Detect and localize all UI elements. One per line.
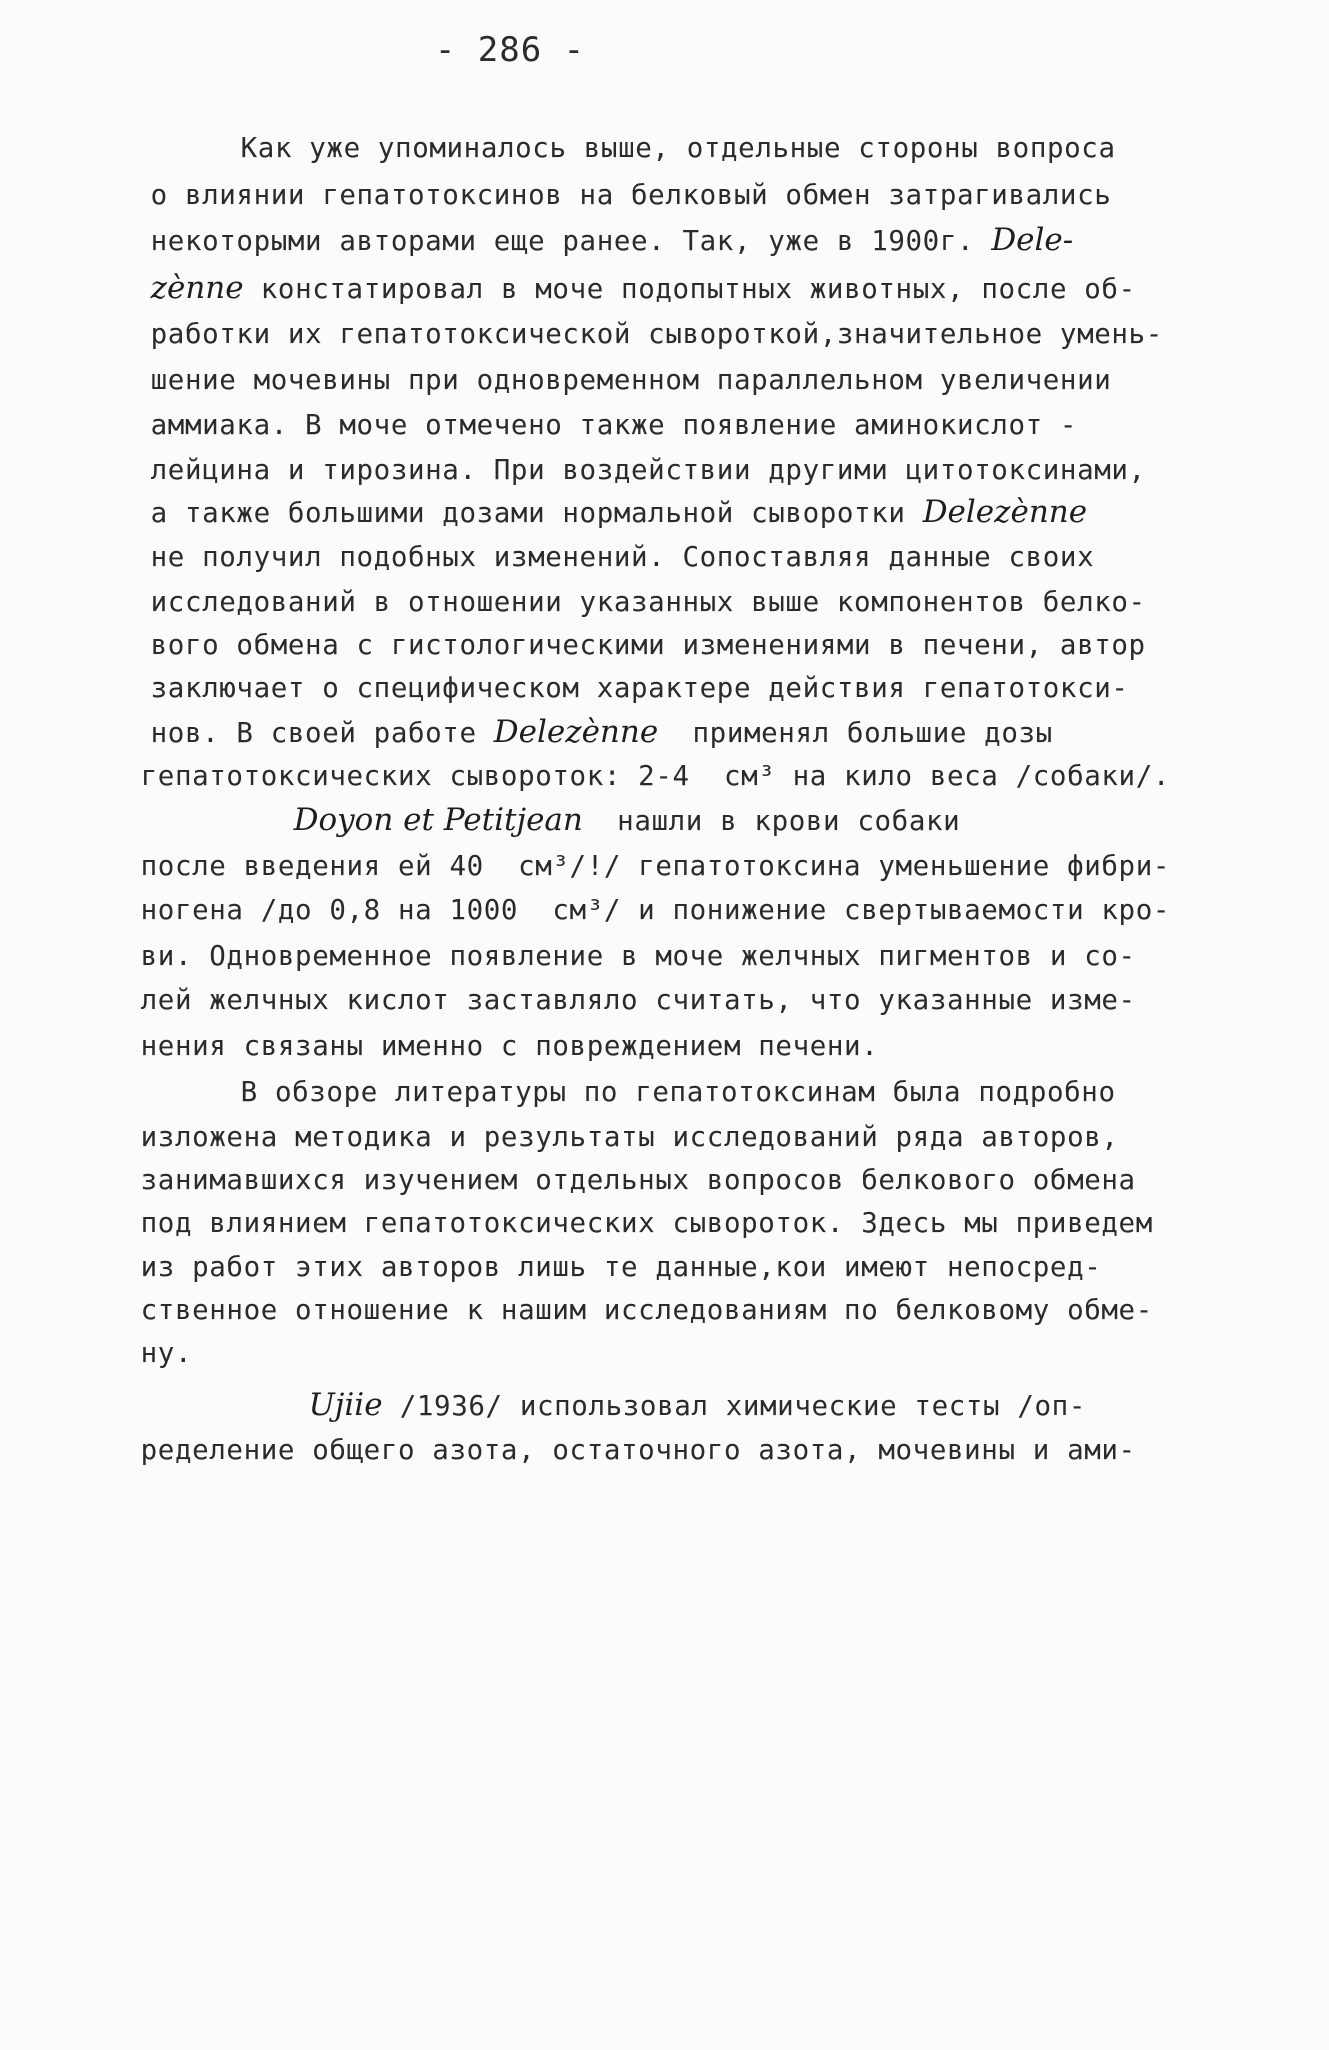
text-line-content: под влиянием гепатотоксических сывороток. Здесь мы приведем (140, 1207, 1153, 1239)
text-line-content: ногена /до 0,8 на 1000 см³/ и понижение свертываемости кро- (140, 894, 1171, 926)
text-line-content: применял большие дозы (658, 717, 1053, 749)
text-line-content: аммиака. В моче отмечено также появление аминокислот - (150, 409, 1078, 441)
text-line-content: не получил подобных изменений. Сопоставляя данные своих (150, 541, 1095, 573)
text-line-content: ви. Одновременное появление в моче желчных пигментов и со- (140, 940, 1136, 972)
text-line-content: работки их гепатотоксической сывороткой,значительное умень- (150, 318, 1163, 350)
text-line-content: занимавшихся изучением отдельных вопросов белкового обмена (140, 1164, 1136, 1196)
text-line-content: о влиянии гепатотоксинов на белковый обмен затрагивались (150, 179, 1112, 211)
author-name-handwritten: Dele- (991, 222, 1074, 258)
text-line-content: констатировал в моче подопытных животных, после об- (243, 273, 1136, 305)
author-name-handwritten: Ujiie (308, 1387, 383, 1423)
text-line-content: вого обмена с гистологическими изменениями в печени, автор (150, 629, 1146, 661)
text-line-content: некоторыми авторами еще ранее. Так, уже в 1900г. (150, 225, 992, 257)
text-line-content: исследований в отношении указанных выше компонентов белко- (150, 586, 1146, 618)
text-line-content: /1936/ использовал химические тесты /оп- (382, 1390, 1086, 1422)
text-line-content: нов. В своей работе (150, 717, 494, 749)
text-line-content: нашли в крови собаки (582, 805, 961, 837)
text-line-content: лейцина и тирозина. При воздействии другими цитотоксинами, (150, 454, 1146, 486)
text-line-content: а также большими дозами нормальной сыворотки (150, 497, 923, 529)
text-line-content: после введения ей 40 см³/!/ гепатотоксина уменьшение фибри- (140, 850, 1171, 882)
text-line-content: заключает о специфическом характере действия гепатотокси- (150, 672, 1129, 704)
author-name-handwritten: zènne (150, 270, 244, 306)
text-line (72, 1390, 1136, 1510)
author-name-handwritten: Delezènne (493, 714, 659, 750)
author-name-handwritten: Delezènne (922, 494, 1088, 530)
text-line-content: лей желчных кислот заставляло считать, что указанные изме- (140, 984, 1136, 1016)
text-line-content: нения связаны именно с повреждением печени. (140, 1030, 879, 1062)
text-line-content: из работ этих авторов лишь те данные,кои имеют непосред- (140, 1251, 1102, 1283)
text-line-content: гепатотоксических сывороток: 2-4 см³ на кило веса /собаки/. (140, 760, 1171, 792)
author-name-handwritten: Doyon et Petitjean (293, 802, 583, 838)
text-line-content: ственное отношение к нашим исследованиям по белковому обме- (140, 1294, 1153, 1326)
text-line-content: изложена методика и результаты исследований ряда авторов, (140, 1121, 1119, 1153)
text-line-content: ну. (140, 1337, 193, 1369)
text-line-content: Как уже упоминалось выше, отдельные стороны вопроса (240, 132, 1116, 164)
text-line-content: шение мочевины при одновременном параллельном увеличении (150, 364, 1112, 396)
page-number: - 286 - (434, 30, 586, 70)
text-line-content: ределение общего азота, остаточного азота, мочевины и ами- (140, 1434, 1136, 1466)
text-line-content: В обзоре литературы по гепатотоксинам была подробно (240, 1076, 1116, 1108)
